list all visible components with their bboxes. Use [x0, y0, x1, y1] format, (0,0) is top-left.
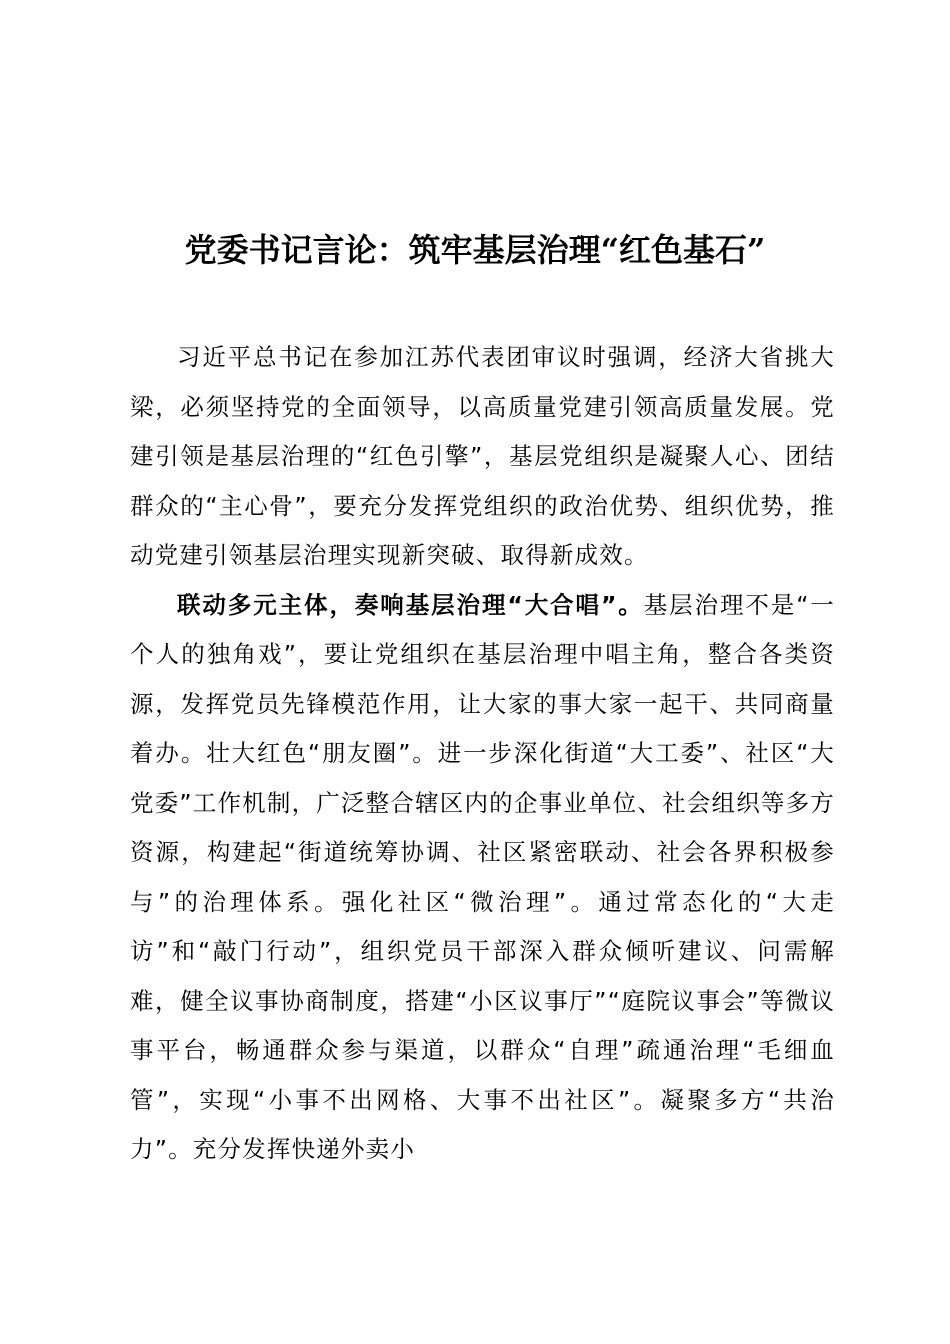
- paragraph-text: 基层治理不是“一个人的独角戏”，要让党组织在基层治理中唱主角，整合各类资源，发挥党员先锋模范作用，让大家的事大家一起干、共同商量着办。壮大红色“朋友圈”。进一步深化街道“大工委”、社区“大党委”工作机制，广泛整合辖区内的企事业单位、社会组织等多方资源，构建起“街道统筹协调、社区紧密联动、社会各界积极参与”的治理体系。强化社区“微治理”。通过常态化的“大走访”和“敲门行动”，组织党员干部深入群众倾听建议、问需解难，健全议事协商制度，搭建“小区议事厅”“庭院议事会”等微议事平台，畅通群众参与渠道，以群众“自理”疏通治理“毛细血管”，实现“小事不出网格、大事不出社区”。凝聚多方“共治力”。充分发挥快递外卖小: [130, 590, 835, 1163]
- paragraph-section-1: [130, 581, 835, 1175]
- paragraph-text: 习近平总书记在参加江苏代表团审议时强调，经济大省挑大梁，必须坚持党的全面领导，以高质量党建引领高质量发展。党建引领是基层治理的“红色引擎”，基层党组织是凝聚人心、团结群众的“主心骨”，要充分发挥党组织的政治优势、组织优势，推动党建引领基层治理实现新突破、取得新成效。: [130, 343, 835, 569]
- document-body: [130, 333, 835, 1175]
- paragraph-intro: [130, 333, 835, 581]
- document-title: 党委书记言论：筑牢基层治理“红色基石”: [184, 231, 766, 269]
- paragraph-lead: 联动多元主体，奏响基层治理“大合唱”。: [177, 590, 644, 619]
